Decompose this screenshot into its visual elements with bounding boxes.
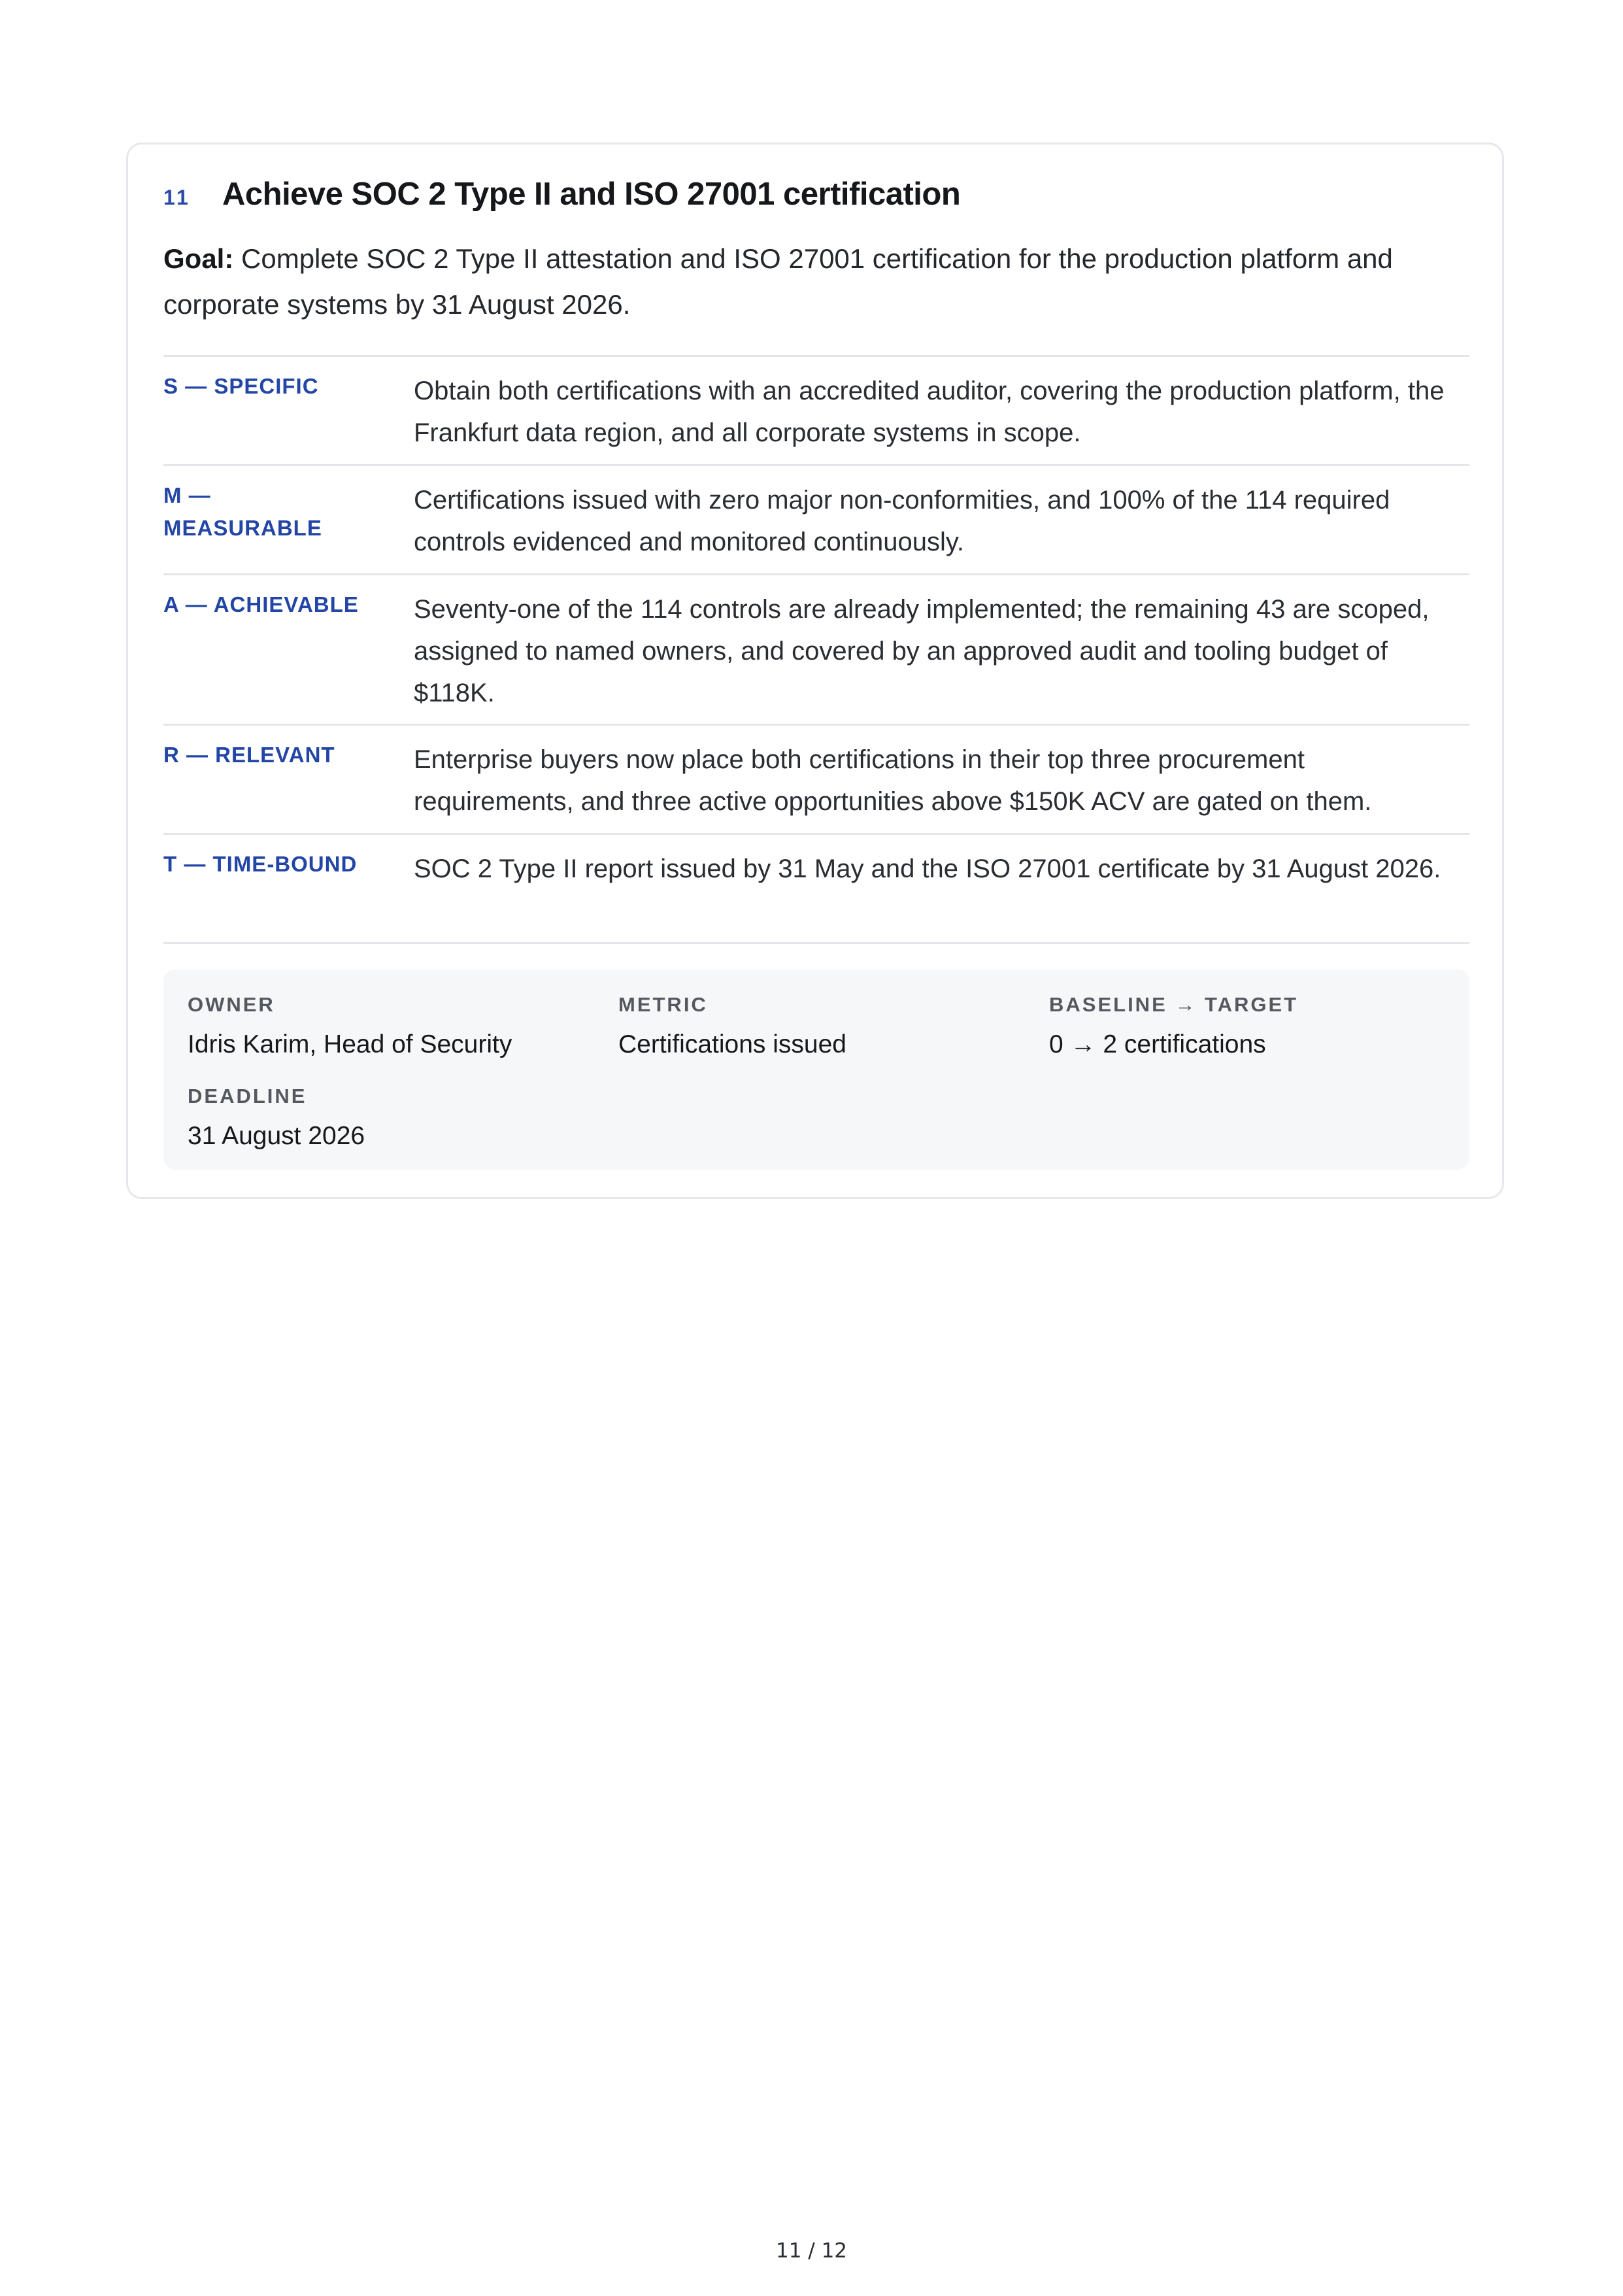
- meta-metric-value: Certifications issued: [618, 1030, 846, 1058]
- goal-title: Achieve SOC 2 Type II and ISO 27001 certification: [222, 177, 961, 212]
- smart-key-measurable: M — MEASURABLE: [163, 483, 322, 540]
- smart-value-achievable: Seventy-one of the 114 controls are already implemented; the remaining 43 are scoped, assigned to named owners, and covered by an approved audit and tooling budget of $118K.: [414, 595, 1430, 707]
- goal-statement-label: Goal:: [163, 243, 234, 274]
- smart-value-measurable: Certifications issued with zero major non-conformities, and 100% of the 114 required controls evidenced and monitored continuously.: [414, 486, 1390, 556]
- meta-owner-value: Idris Karim, Head of Security: [188, 1030, 512, 1058]
- meta-baseline-target-label: BASELINE → TARGET: [1049, 993, 1299, 1016]
- meta-deadline-label: DEADLINE: [188, 1085, 307, 1107]
- smart-row-measurable: [163, 466, 1469, 575]
- smart-key-time-bound: T — TIME-BOUND: [163, 852, 358, 876]
- smart-value-time-bound: SOC 2 Type II report issued by 31 May and the ISO 27001 certificate by 31 August 2026.: [414, 854, 1441, 883]
- meta-deadline: [188, 1083, 365, 1153]
- smart-key-specific: S — SPECIFIC: [163, 374, 319, 398]
- meta-owner-label: OWNER: [188, 993, 275, 1016]
- smart-row-specific: [163, 357, 1469, 466]
- smart-row-time-bound: [163, 835, 1469, 944]
- meta-metric-label: METRIC: [618, 993, 708, 1016]
- smart-value-specific: Obtain both certifications with an accredited auditor, covering the production platform, the Frankfurt data region, and all corporate systems in scope.: [414, 377, 1445, 447]
- smart-criteria-table: [163, 355, 1469, 944]
- smart-key-relevant: R — RELEVANT: [163, 743, 335, 767]
- goal-meta-panel: [163, 970, 1469, 1170]
- smart-value-relevant: Enterprise buyers now place both certifications in their top three procurement requirements, and three active opportunities above $150K ACV are gated on them.: [414, 745, 1372, 816]
- goal-card: [126, 143, 1504, 1199]
- goal-number: 11: [163, 186, 191, 209]
- goal-statement-text: Complete SOC 2 Type II attestation and ISO 27001 certification for the production platform and corporate systems by 31 August 2026.: [163, 243, 1393, 320]
- smart-key-achievable: A — ACHIEVABLE: [163, 592, 359, 616]
- meta-baseline-target-value: 0 → 2 certifications: [1049, 1030, 1266, 1058]
- meta-owner: [188, 992, 512, 1061]
- goal-heading: [163, 176, 960, 212]
- meta-deadline-value: 31 August 2026: [188, 1122, 365, 1150]
- smart-row-achievable: [163, 575, 1469, 726]
- meta-metric: [618, 992, 846, 1061]
- goal-statement: [163, 236, 1471, 328]
- smart-row-relevant: [163, 726, 1469, 835]
- page-number: 11 / 12: [775, 2239, 848, 2263]
- meta-baseline-target: [1049, 992, 1298, 1061]
